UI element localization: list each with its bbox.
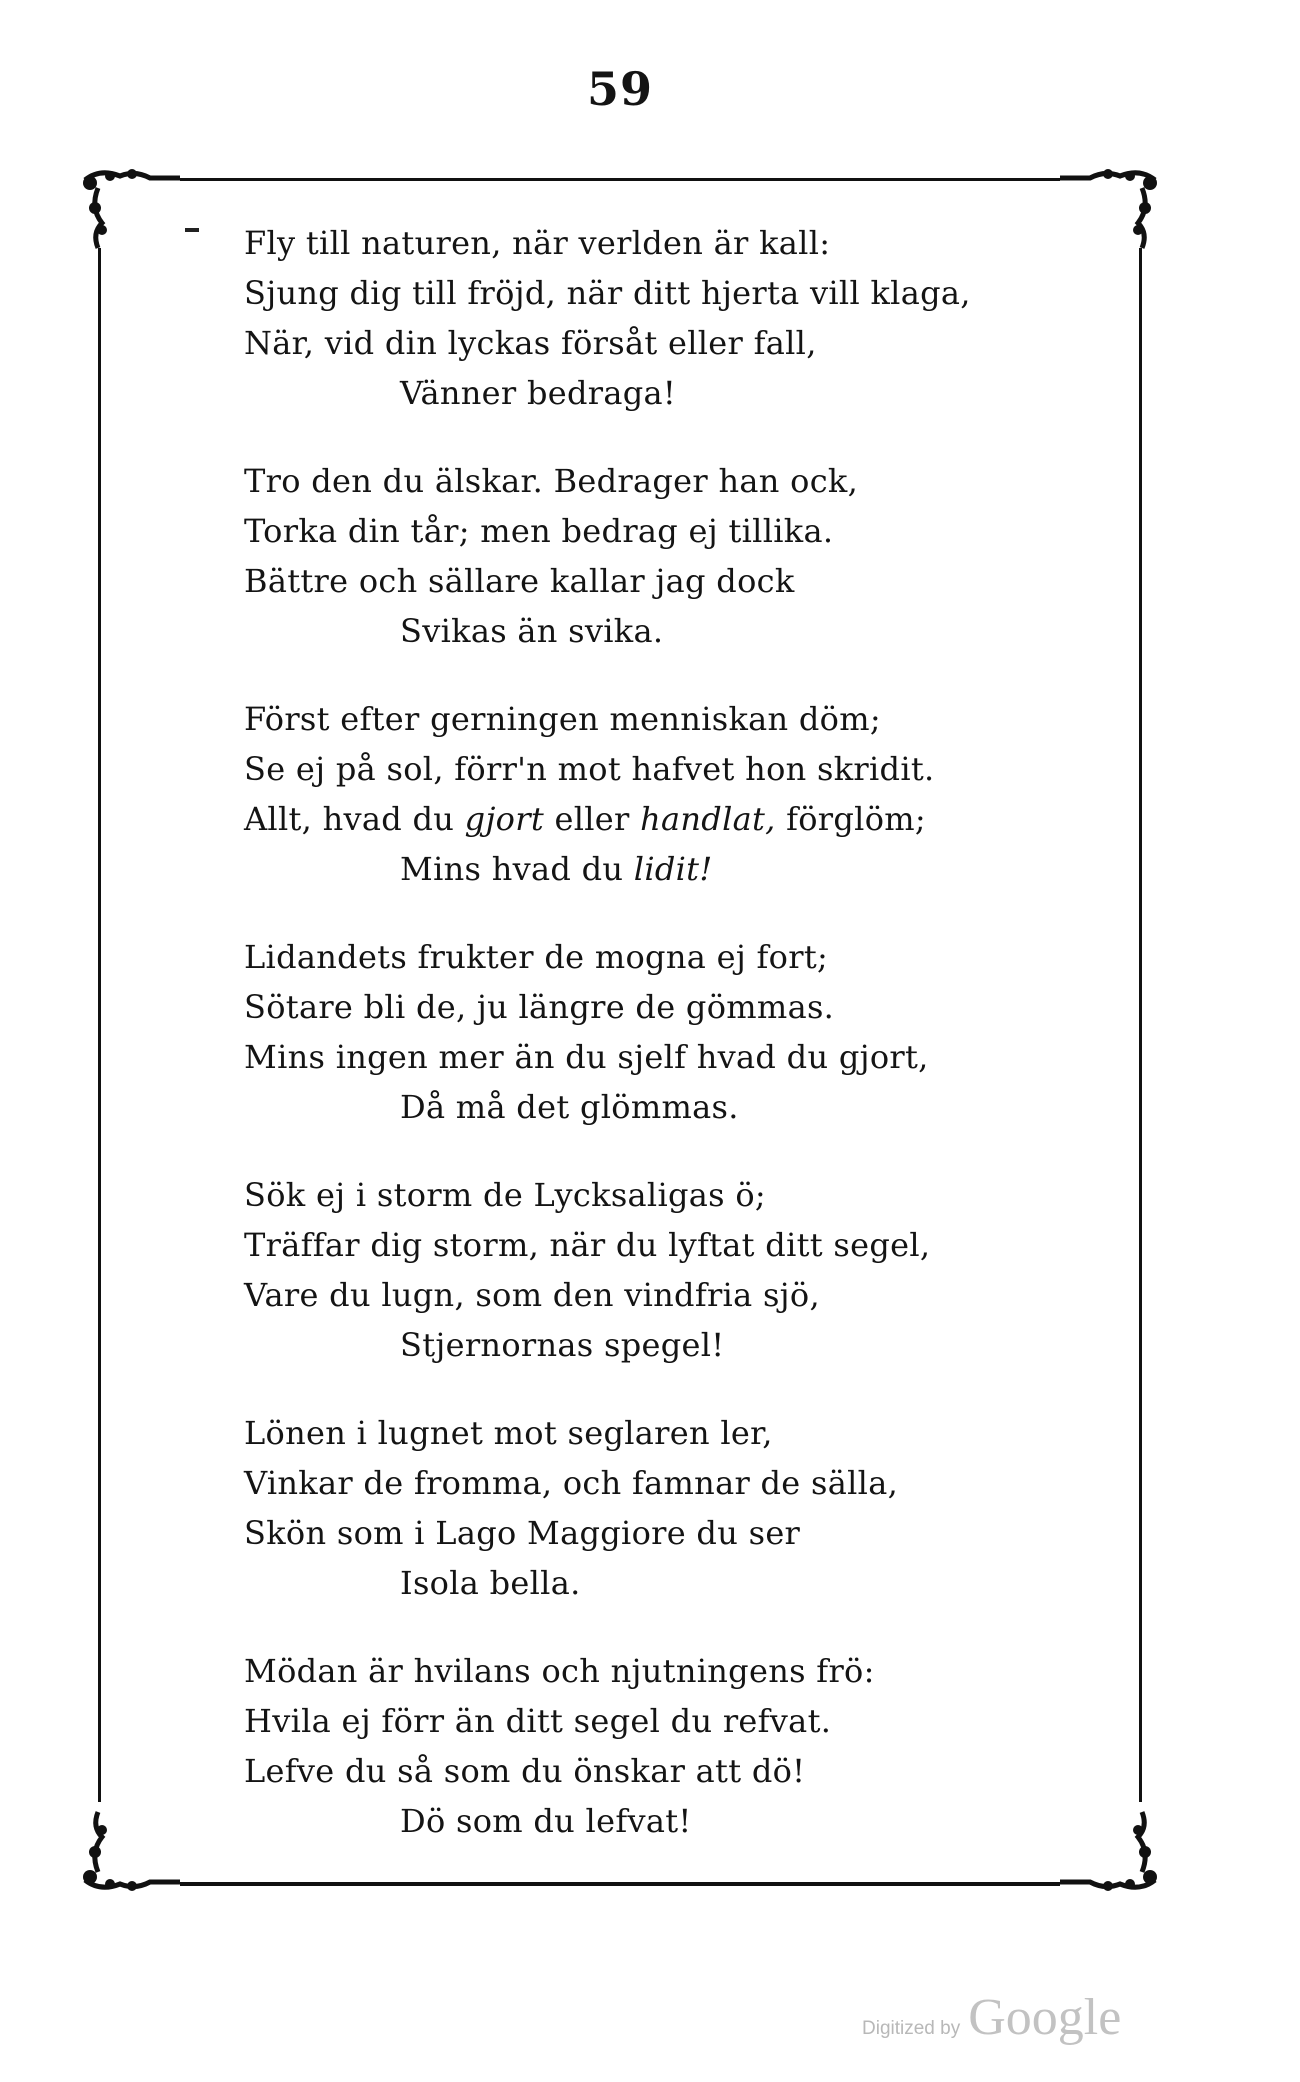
poem-line: Träffar dig storm, när du lyftat ditt segel, bbox=[244, 1226, 931, 1264]
poem-line: Vare du lugn, som den vindfria sjö, bbox=[244, 1276, 820, 1314]
stanza bbox=[244, 1646, 1064, 1846]
poem-line: Tro den du älskar. Bedrager han ock, bbox=[244, 462, 859, 500]
stanza bbox=[244, 456, 1064, 656]
stanza bbox=[244, 694, 1064, 894]
italic-run: handlat, bbox=[640, 800, 776, 838]
poem-refrain-line: Vänner bedraga! bbox=[400, 374, 677, 412]
italic-run: gjort bbox=[464, 800, 544, 838]
poem-refrain-line: Svikas än svika. bbox=[400, 612, 664, 650]
poem-line: Lidandets frukter de mogna ej fort; bbox=[244, 938, 829, 976]
stanza bbox=[244, 1170, 1064, 1370]
margin-dash bbox=[185, 228, 199, 232]
digitized-credit bbox=[862, 1988, 1121, 2058]
stanza bbox=[244, 932, 1064, 1132]
frame-left-rule bbox=[98, 248, 101, 1802]
frame-right-rule bbox=[1139, 248, 1142, 1802]
text-run: Allt, hvad du bbox=[244, 800, 465, 838]
poem-line: Torka din tår; men bedrag ej tillika. bbox=[244, 512, 834, 550]
poem-line: Fly till naturen, när verlden är kall: bbox=[244, 224, 831, 262]
frame-top-rule bbox=[180, 178, 1060, 181]
poem-line: Skön som i Lago Maggiore du ser bbox=[244, 1514, 801, 1552]
corner-ornament-icon bbox=[80, 1802, 190, 1892]
page-number: 59 bbox=[586, 62, 653, 116]
text-run: förglöm; bbox=[775, 800, 927, 838]
poem-line: Sjung dig till fröjd, när ditt hjerta vill klaga, bbox=[244, 274, 971, 312]
poem-line: Lönen i lugnet mot seglaren ler, bbox=[244, 1414, 773, 1452]
poem-line: När, vid din lyckas försåt eller fall, bbox=[244, 324, 817, 362]
poem-body bbox=[244, 218, 1064, 1884]
corner-ornament-icon bbox=[80, 168, 190, 258]
text-run: eller bbox=[544, 800, 641, 838]
stanza bbox=[244, 1408, 1064, 1608]
poem-line: Sötare bli de, ju längre de gömmas. bbox=[244, 988, 835, 1026]
corner-ornament-icon bbox=[1050, 1802, 1160, 1892]
poem-line: Lefve du så som du önskar att dö! bbox=[244, 1752, 806, 1790]
poem-line: Mödan är hvilans och njutningens frö: bbox=[244, 1652, 875, 1690]
poem-refrain-line bbox=[244, 844, 1064, 894]
poem-refrain-line: Isola bella. bbox=[400, 1564, 581, 1602]
poem-line: Se ej på sol, förr'n mot hafvet hon skridit. bbox=[244, 750, 935, 788]
poem-line: Sök ej i storm de Lycksaligas ö; bbox=[244, 1176, 766, 1214]
poem-refrain-line: Då må det glömmas. bbox=[400, 1088, 739, 1126]
italic-run: lidit! bbox=[633, 850, 713, 888]
corner-ornament-icon bbox=[1050, 168, 1160, 258]
poem-line: Mins ingen mer än du sjelf hvad du gjort, bbox=[244, 1038, 929, 1076]
stanza bbox=[244, 218, 1064, 418]
poem-line bbox=[244, 794, 1064, 844]
poem-line: Bättre och sällare kallar jag dock bbox=[244, 562, 795, 600]
poem-line: Hvila ej förr än ditt segel du refvat. bbox=[244, 1702, 832, 1740]
text-run: Mins hvad du bbox=[400, 850, 634, 888]
poem-line: Först efter gerningen menniskan döm; bbox=[244, 700, 881, 738]
poem-refrain-line: Dö som du lefvat! bbox=[400, 1802, 692, 1840]
poem-line: Vinkar de fromma, och famnar de sälla, bbox=[244, 1464, 899, 1502]
credit-prefix: Digitized by bbox=[862, 2018, 961, 2039]
poem-refrain-line: Stjernornas spegel! bbox=[400, 1326, 725, 1364]
credit-brand: Google bbox=[968, 1989, 1122, 2046]
